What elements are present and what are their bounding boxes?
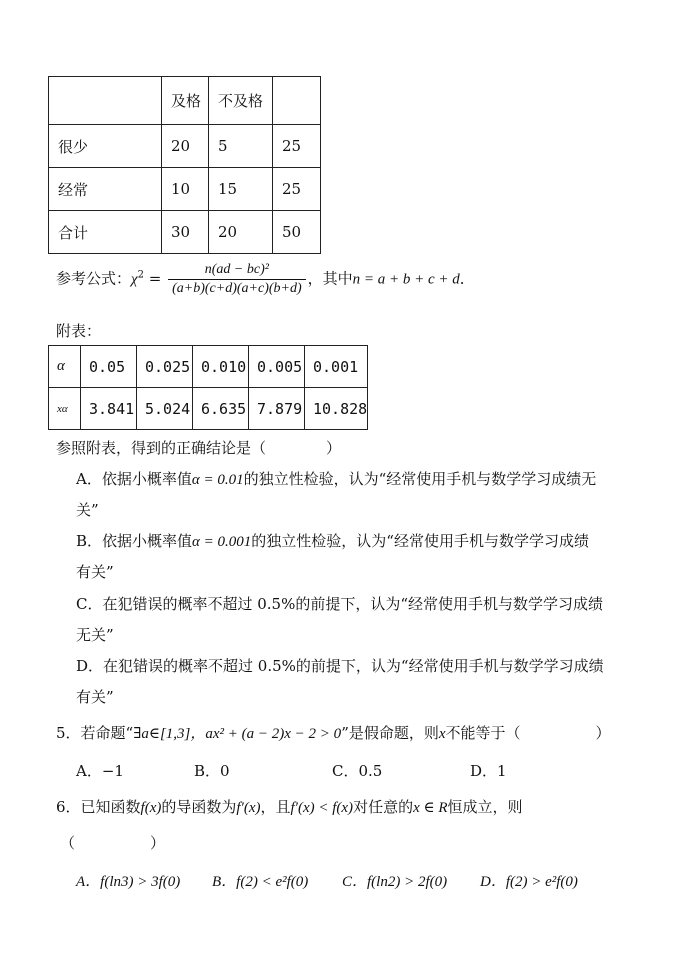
q5-prefix: 5．若命题“	[56, 724, 134, 742]
table-cell: 20	[162, 125, 209, 168]
chi-square-fraction	[168, 262, 306, 297]
x-alpha-label: xα	[49, 388, 81, 430]
q5-option-c: C．0.5	[332, 762, 383, 780]
q6-domain: x ∈ R	[413, 800, 448, 816]
question-5	[56, 722, 611, 743]
alpha-label: α	[49, 346, 81, 388]
option-a-text: 的独立性检验，认为“经常使用手机与数学学习成绩无	[243, 470, 597, 488]
q5-option-b: B．0	[194, 762, 230, 780]
row-label: 经常	[49, 168, 162, 211]
option-a-continued: 关”	[76, 501, 99, 519]
q5-variable: x	[438, 726, 446, 742]
table-cell: 10	[162, 168, 209, 211]
table-header-cell: 不及格	[209, 77, 273, 125]
row-label: 合计	[49, 211, 162, 254]
table-cell: 0.005	[249, 346, 305, 388]
table-cell: 10.828	[305, 388, 368, 430]
option-b	[76, 530, 589, 551]
formula-period: ．	[459, 269, 475, 288]
option-d-continued: 有关”	[76, 688, 114, 706]
fraction-numerator: n(ad − bc)²	[168, 262, 306, 280]
option-b-text: 的独立性检验，认为“经常使用手机与数学学习成绩	[251, 532, 589, 550]
table-cell: 0.05	[81, 346, 137, 388]
table-row	[49, 211, 321, 254]
appendix-label: 附表：	[56, 322, 102, 340]
table-cell: 25	[273, 125, 321, 168]
q6-text: ，且	[260, 798, 291, 816]
reference-formula	[56, 262, 475, 297]
option-b-text: B．依据小概率值	[76, 532, 193, 550]
q6-condition: f′(x) < f(x)	[290, 800, 354, 816]
table-cell	[273, 77, 321, 125]
q6-option-b: B．f(2) < e²f(0)	[212, 874, 309, 890]
formula-suffix: ，其中	[307, 269, 353, 288]
question-stem: 参照附表，得到的正确结论是（ ）	[56, 439, 342, 457]
table-cell: 0.010	[193, 346, 249, 388]
option-c: C．在犯错误的概率不超过 0.5%的前提下，认为“经常使用手机与数学学习成绩	[76, 595, 604, 613]
q6-function: f(x)	[140, 800, 162, 816]
table-row	[49, 168, 321, 211]
q6-option-d: D．f(2) > e²f(0)	[480, 874, 578, 890]
table-cell: 0.025	[137, 346, 193, 388]
n-definition: n = a + b + c + d	[352, 271, 460, 288]
table-row	[49, 388, 368, 430]
option-a-text: A．依据小概率值	[76, 470, 192, 488]
q6-text: 的导函数为	[161, 798, 237, 816]
option-b-continued: 有关”	[76, 563, 114, 581]
q6-option-c: C．f(ln2) > 2f(0)	[342, 874, 448, 890]
q6-derivative: f′(x)	[236, 800, 261, 816]
q6-prefix: 6．已知函数	[56, 798, 141, 816]
table-header-row	[49, 77, 321, 125]
table-cell	[49, 77, 162, 125]
q5-tail: 不能等于（ ）	[445, 724, 611, 742]
q6-answer-paren: （ ）	[60, 834, 166, 852]
option-d: D．在犯错误的概率不超过 0.5%的前提下，认为“经常使用手机与数学学习成绩	[76, 657, 604, 675]
chi-exponent: 2	[137, 269, 144, 281]
question-6	[56, 796, 523, 817]
chi-symbol: χ	[131, 271, 138, 288]
q5-option-a: A．−1	[76, 762, 124, 780]
row-label: 很少	[49, 125, 162, 168]
table-row	[49, 346, 368, 388]
alpha-value: α = 0.01	[191, 472, 244, 488]
equals-sign: =	[144, 269, 167, 288]
q6-text: 对任意的	[353, 798, 414, 816]
q5-proposition: ∃a∈[1,3]，ax² + (a − 2)x − 2 > 0	[133, 726, 342, 742]
formula-label: 参考公式：	[56, 269, 132, 288]
table-row	[49, 125, 321, 168]
table-cell: 0.001	[305, 346, 368, 388]
table-cell: 50	[273, 211, 321, 254]
q5-suffix: ”是假命题，则	[341, 724, 439, 742]
alpha-value: α = 0.001	[192, 534, 252, 550]
table-cell: 5	[209, 125, 273, 168]
table-cell: 3.841	[81, 388, 137, 430]
table-cell: 5.024	[137, 388, 193, 430]
table-cell: 7.879	[249, 388, 305, 430]
q6-tail: 恒成立，则	[447, 798, 523, 816]
table-cell: 15	[209, 168, 273, 211]
option-c-continued: 无关”	[76, 626, 114, 644]
fraction-denominator: (a+b)(c+d)(a+c)(b+d)	[172, 281, 302, 296]
q5-option-d: D．1	[470, 762, 507, 780]
table-cell: 20	[209, 211, 273, 254]
table-cell: 6.635	[193, 388, 249, 430]
contingency-table	[48, 76, 321, 254]
table-cell: 25	[273, 168, 321, 211]
table-header-cell: 及格	[162, 77, 209, 125]
table-cell: 30	[162, 211, 209, 254]
critical-value-table	[48, 345, 368, 430]
option-a	[76, 468, 596, 489]
q6-option-a: A．f(ln3) > 3f(0)	[76, 874, 181, 890]
